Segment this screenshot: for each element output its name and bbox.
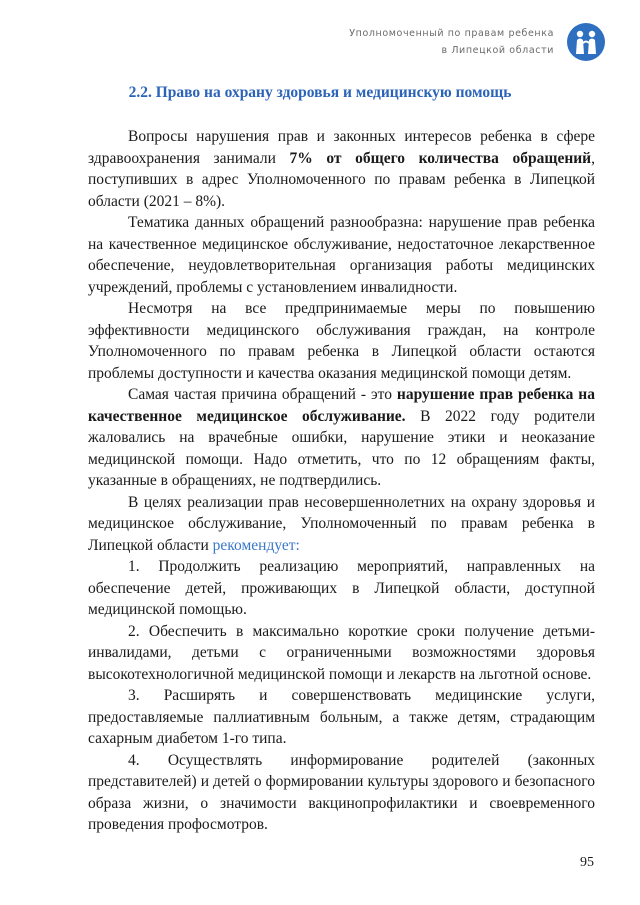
paragraph [88, 384, 595, 492]
text-run: Вопросы нарушения прав и законных интересов ребенка в сфере здравоохранения занимали [88, 128, 595, 167]
recommends-text: рекомендует: [212, 536, 300, 554]
bold-text: 7% от общего количества обращений [289, 149, 592, 167]
paragraph [88, 126, 595, 212]
children-logo-icon [566, 22, 606, 62]
text-run: , поступивших в адрес Уполномоченного по правам ребенка в Липецкой области (2021 – 8%). [88, 149, 595, 210]
header-line-1: Уполномоченный по правам ребенка [349, 28, 554, 39]
recommendation-item: 4. Осуществлять информирование родителей (законных представителей) и детей о формировании культуры здорового и безопасного образа жизни, о значимости вакцинопрофилактики и своевременного проведения профосмотров. [88, 751, 595, 833]
text-run: В целях реализации прав несовершеннолетних на охрану здоровья и медицинское обслуживание, Уполномоченный по правам ребенка в Липецкой области [88, 493, 595, 554]
body-text [88, 126, 595, 836]
recommendation-item: 1. Продолжить реализацию мероприятий, направленных на обеспечение детей, проживающих в Липецкой области, доступной медицинской помощью. [88, 558, 595, 618]
text-run: В 2022 году родители жаловались на врачебные ошибки, нарушение этики и неоказание медицинской помощи. Надо отметить, что по 12 обращениям факты, указанные в обращениях, не подтвердились. [88, 407, 595, 489]
paragraph: Тематика данных обращений разнообразна: нарушение прав ребенка на качественное медицинское обслуживание, недостаточное лекарственное обеспечение, неудовлетворительная организация работы медицинских учреждений, проблемы с установлением инвалидности. [88, 214, 595, 296]
text-run: Самая частая причина обращений - это [128, 386, 397, 403]
page-header [349, 22, 606, 62]
recommendation-item: 2. Обеспечить в максимально короткие сроки получение детьми-инвалидами, детьми с ограниченными возможностями здоровья высокотехнологичной медицинской помощи и лекарств на льготной основе. [88, 622, 595, 683]
recommendation-item: 3. Расширять и совершенствовать медицинские услуги, предоставляемые паллиативным больным, а также детям, страдающим сахарным диабетом 1-го типа. [88, 687, 595, 747]
paragraph [88, 492, 595, 557]
header-text [349, 25, 554, 59]
bold-text: нарушение прав ребенка на качественное медицинское обслуживание. [88, 386, 595, 425]
header-line-2: в Липецкой области [441, 45, 554, 56]
paragraph: Несмотря на все предпринимаемые меры по повышению эффективности медицинского обслуживания граждан, на контроле Уполномоченного по правам ребенка в Липецкой области остаются проблемы доступности и качества оказания медицинской помощи детям. [88, 300, 595, 382]
section-title: 2.2. Право на охрану здоровья и медицинскую помощь [128, 84, 512, 101]
page-number: 95 [580, 855, 594, 870]
